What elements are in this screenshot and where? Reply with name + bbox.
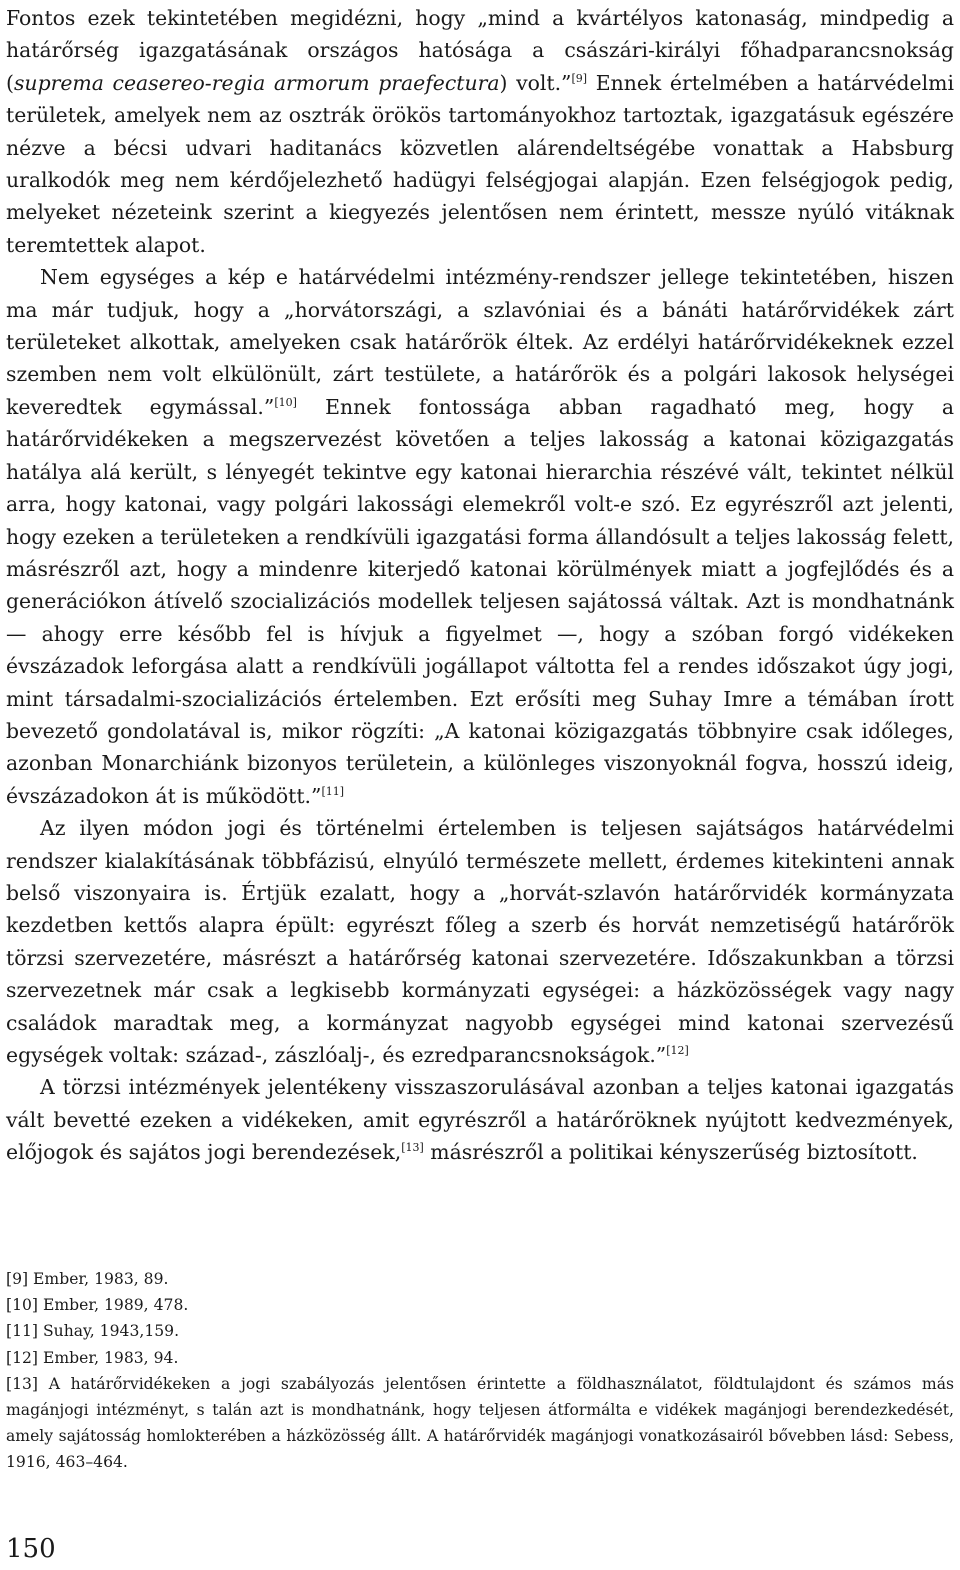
paragraph-text: Ennek fontossága abban ragadható meg, hogy a határőrvidékeken a megszervezést követően a teljes lakosság a katonai közigazgatás hatálya alá került, s lényegét tekintve egy katonai hierarchia részévé vált, tekintet nélkül arra, hogy katonai, vagy polgári lakossági elemekről volt-e szó. Ez egyrészről azt jelenti, hogy ezeken a területeken a rendkívüli igazgatási forma állandósult a teljes lakosság felett, másrészről azt, hogy a mindenre kiterjedő katonai körülmények miatt a jogfejlődés és a generációkon átívelő szocializációs modellek teljesen sajátossá váltak. Azt is mondhatnánk — ahogy erre később fel is hívjuk a figyelmet —, hogy a szóban forgó vidékeken évszázadok leforgása alatt a rendkívüli jogállapot váltotta fel a rendes időszakot úgy jogi, mint társadalmi-szocializációs értelemben. Ezt erősíti meg Suhay Imre a témában írott bevezető gondolatával is, mikor rögzíti: „A katonai közigazgatás többnyire csak időleges, azonban Monarchiánk bizonyos területein, a különleges viszonyoknál fogva, hosszú ideig, évszázadokon át is működött.” <box>6 394 955 808</box>
footnote: [13] A határőrvidékeken a jogi szabályozás jelentősen érintette a földhasználatot, földtulajdont és számos más magánjogi intézményt, s talán azt is mondhatnánk, hogy teljesen átformálta e vidékek magánjogi berendezkedését, amely sajátosság homlokterében a házközösség állt. A határőrvidék magánjogi vonatkozásairól bővebben lásd: Sebess, 1916, 463–464. <box>6 1374 954 1472</box>
paragraph <box>6 812 954 1071</box>
paragraph-text: ) volt.” <box>499 70 572 95</box>
paragraph-text: A törzsi intézmények jelentékeny visszaszorulásával azonban a teljes katonai igazgatás vált bevetté ezeken a vidékeken, amit egyrészről a határőröknek nyújtott kedvezmények, előjogok és sajátos jogi berendezések, <box>6 1075 954 1165</box>
footnote-reference: [13] <box>401 1141 424 1155</box>
paragraph-text: Az ilyen módon jogi és történelmi értelemben is teljesen sajátságos határvédelmi rendszer kialakításának többfázisú, elnyúló természete mellett, érdemes kitekinteni annak belső viszonyaira is. Értjük ezalatt, hogy a „horvát-szlavón határőrvidék kormányzata kezdetben kettős alapra épült: egyrészt főleg a szerb és horvát nemzetiségű határőrök törzsi szervezetére, másrészt a határőrség katonai szervezetére. Időszakunkban a törzsi szervezetnek már csak a legkisebb kormányzati egységei: a házközösségek vagy nagy családok maradtak meg, a kormányzat nagyobb egységei mind katonai szervezésű egységek voltak: század-, zászlóalj-, és ezredparancsnokságok.” <box>6 816 954 1067</box>
page-number: 150 <box>6 1534 56 1564</box>
paragraph <box>6 261 954 812</box>
footnote: [11] Suhay, 1943,159. <box>6 1322 180 1341</box>
paragraph-text: másrészről a politikai kényszerűség biztosított. <box>423 1140 918 1165</box>
body-text <box>6 2 954 1169</box>
paragraph-text: Fontos ezek tekintetében megidézni, hogy „mind a kvártélyos katonaság, mindpedig a határőrség igazgatásának országos hatósága a császári-királyi főhadparancsnokság ( <box>6 6 954 95</box>
footnote-reference: [12] <box>666 1044 689 1057</box>
footnote-reference: [9] <box>571 71 588 85</box>
footnotes <box>6 1266 954 1476</box>
paragraph-text: Ennek értelmében a határvédelmi területek, amelyek nem az osztrák örökös tartományokhoz tartoztak, igazgatásuk egészére nézve a bécsi udvari haditanács közvetlen alárendeltségébe vonattak a Habsburg uralkodók meg nem kérdőjelezhető hadügyi felségjogai alapján. Ezen felségjogok pedig, melyeket nézeteink szerint a kiegyezés jelentősen nem érintett, messze nyúló vitáknak teremtettek alapot. <box>6 70 955 257</box>
paragraph <box>6 1071 954 1168</box>
footnote: [12] Ember, 1983, 94. <box>6 1348 179 1367</box>
footnote-reference: [11] <box>321 784 345 798</box>
italic-term: suprema ceasereo-regia armorum praefectura <box>13 70 500 95</box>
paragraph <box>6 2 954 261</box>
footnote: [9] Ember, 1983, 89. <box>6 1270 169 1288</box>
footnote: [10] Ember, 1989, 478. <box>6 1296 189 1315</box>
paragraph-text: Nem egységes a kép e határvédelmi intézmény-rendszer jellege tekintetében, hiszen ma már tudjuk, hogy a „horvátországi, a szlavóniai és a bánáti határőrvidékek zárt területeket alkottak, amelyeken csak határőrök éltek. Az erdélyi határőrvidékeknek ezzel szemben nem volt elkülönült, zárt testülete, a határőrök és a polgári lakosok helységei keveredtek egymással.” <box>6 265 954 419</box>
footnote-reference: [10] <box>274 395 297 409</box>
